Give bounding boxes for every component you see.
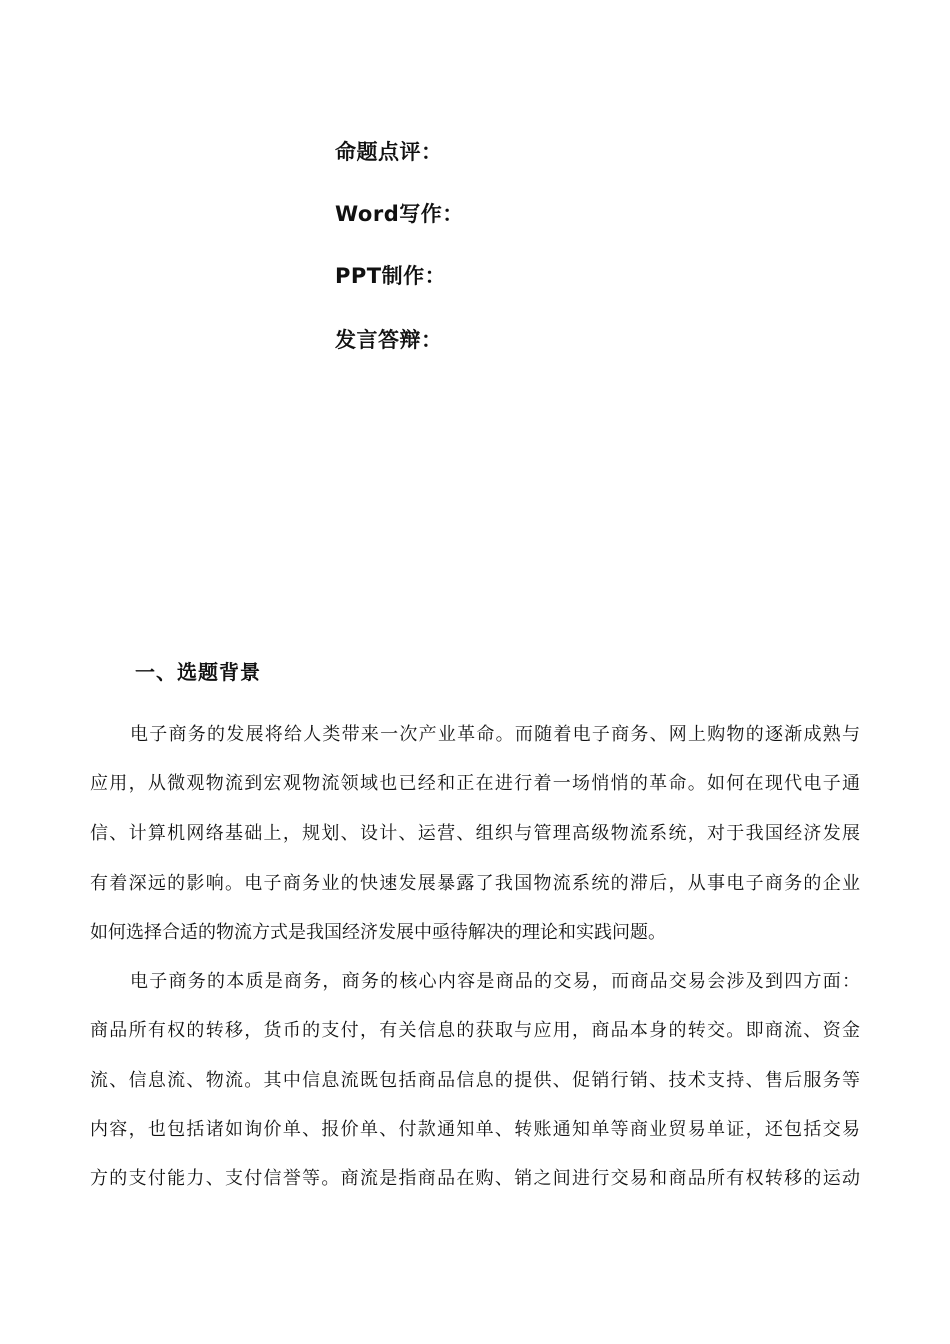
paragraph-line: 信、计算机网络基础上，规划、设计、运营、组织与管理高级物流系统，对于我国经济发展 <box>90 823 860 844</box>
ppt-making-label: PPT制作： <box>335 264 447 288</box>
section-heading: 一、选题背景 <box>135 660 261 684</box>
paragraph-line: 应用，从微观物流到宏观物流领域也已经和正在进行着一场悄悄的革命。如何在现代电子通 <box>90 773 860 794</box>
paragraph-line: 电子商务的发展将给人类带来一次产业革命。而随着电子商务、网上购物的逐渐成熟与 <box>130 724 860 745</box>
paragraph-line: 流、信息流、物流。其中信息流既包括商品信息的提供、促销行销、技术支持、售后服务等 <box>90 1070 860 1091</box>
paragraph-line: 商品所有权的转移，货币的支付，有关信息的获取与应用，商品本身的转交。即商流、资金 <box>90 1020 860 1041</box>
paragraph-line: 方的支付能力、支付信誉等。商流是指商品在购、销之间进行交易和商品所有权转移的运动 <box>90 1168 860 1189</box>
paragraph-line: 如何选择合适的物流方式是我国经济发展中亟待解决的理论和实践问题。 <box>90 922 666 943</box>
word-writing-label: Word写作： <box>335 202 464 226</box>
topic-review-label: 命题点评： <box>335 140 443 164</box>
paragraph-line: 电子商务的本质是商务，商务的核心内容是商品的交易，而商品交易会涉及到四方面： <box>130 971 860 992</box>
paragraph-line: 有着深远的影响。电子商务业的快速发展暴露了我国物流系统的滞后，从事电子商务的企业 <box>90 873 860 894</box>
speech-defense-label: 发言答辩： <box>335 328 443 352</box>
paragraph-line: 内容，也包括诸如询价单、报价单、付款通知单、转账通知单等商业贸易单证，还包括交易 <box>90 1119 860 1140</box>
